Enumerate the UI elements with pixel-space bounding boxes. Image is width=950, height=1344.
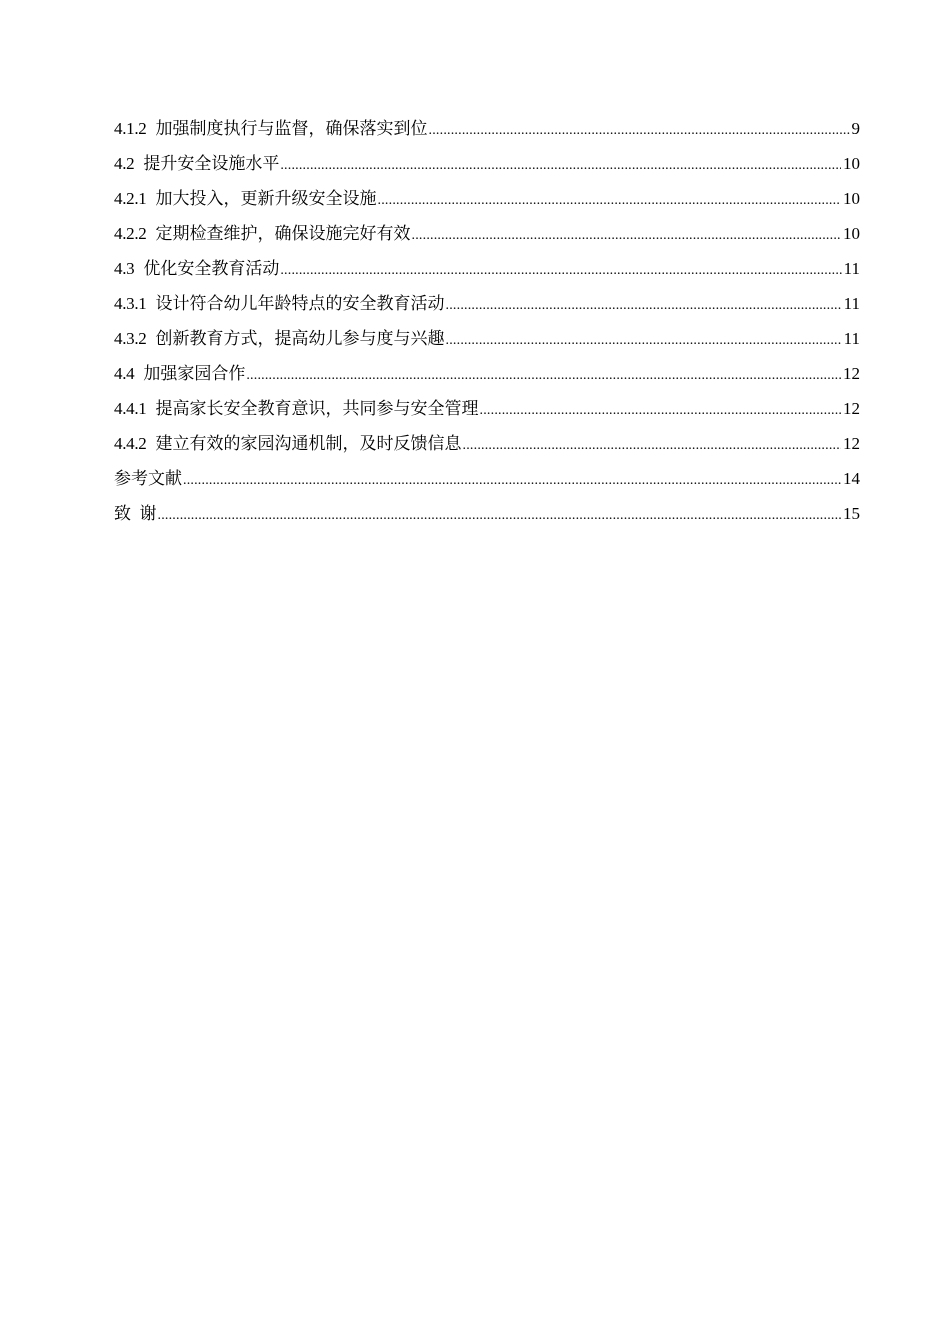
toc-entry[interactable] <box>114 431 860 466</box>
toc-entry-title: 设计符合幼儿年龄特点的安全教育活动 <box>155 294 445 313</box>
toc-entry-page: 12 <box>843 434 860 453</box>
toc-entry-title: 加大投入，更新升级安全设施 <box>155 189 377 208</box>
toc-leader-dots <box>280 151 841 179</box>
toc-leader-dots <box>463 431 841 459</box>
toc-leader-dots <box>446 326 842 354</box>
toc-entry-page: 11 <box>843 294 860 313</box>
toc-entry-page: 15 <box>843 504 860 523</box>
toc-entry-page: 11 <box>843 329 860 348</box>
toc-entry[interactable] <box>114 256 860 291</box>
toc-entry-title: 加强制度执行与监督，确保落实到位 <box>155 119 428 138</box>
toc-entry-title: 建立有效的家园沟通机制，及时反馈信息 <box>155 434 462 453</box>
toc-leader-dots <box>480 396 841 424</box>
toc-entry-number: 4.1.2 <box>114 119 147 138</box>
toc-entry-title: 提升安全设施水平 <box>143 154 280 173</box>
toc-entry-page: 11 <box>843 259 860 278</box>
toc-entry-page: 14 <box>843 469 860 488</box>
toc-entry-title: 创新教育方式，提高幼儿参与度与兴趣 <box>155 329 445 348</box>
toc-entry-number: 4.3.2 <box>114 329 147 348</box>
toc-entry-number: 4.3.1 <box>114 294 147 313</box>
toc-entry[interactable] <box>114 326 860 361</box>
toc-leader-dots <box>183 466 841 494</box>
toc-leader-dots <box>446 291 842 319</box>
toc-entry[interactable] <box>114 291 860 326</box>
toc-leader-dots <box>378 186 841 214</box>
toc-entry-number: 4.3 <box>114 259 135 278</box>
toc-leader-dots <box>412 221 841 249</box>
toc-entry-page: 9 <box>851 119 860 138</box>
toc-entry[interactable] <box>114 186 860 221</box>
toc-entry-acknowledgements[interactable] <box>114 501 860 538</box>
toc-entry[interactable] <box>114 396 860 431</box>
toc-entry-number: 4.2.1 <box>114 189 147 208</box>
toc-leader-dots <box>280 256 841 284</box>
toc-entry-page: 10 <box>843 189 860 208</box>
toc-entry-number: 4.4 <box>114 364 135 383</box>
toc-entry[interactable] <box>114 221 860 256</box>
toc-entry-page: 12 <box>843 399 860 418</box>
toc-entry-number: 4.4.2 <box>114 434 147 453</box>
toc-entry[interactable] <box>114 361 860 396</box>
toc-entry-title: 优化安全教育活动 <box>143 259 280 278</box>
toc-entry-number: 4.4.1 <box>114 399 147 418</box>
toc-entry-page: 12 <box>843 364 860 383</box>
toc-entry-number: 4.2 <box>114 154 135 173</box>
toc-entry-page: 10 <box>843 224 860 243</box>
table-of-contents <box>114 116 860 538</box>
toc-entry-number: 4.2.2 <box>114 224 147 243</box>
toc-leader-dots <box>158 501 842 529</box>
toc-entry-title: 加强家园合作 <box>143 364 246 383</box>
toc-entry-title: 参考文献 <box>114 469 182 488</box>
toc-entry[interactable] <box>114 151 860 186</box>
toc-entry-title: 定期检查维护，确保设施完好有效 <box>155 224 411 243</box>
toc-leader-dots <box>246 361 841 389</box>
toc-entry-title: 致 谢 <box>114 504 157 523</box>
toc-entry-page: 10 <box>843 154 860 173</box>
toc-leader-dots <box>429 116 850 144</box>
toc-entry-references[interactable] <box>114 466 860 501</box>
toc-entry[interactable] <box>114 116 860 151</box>
toc-entry-title: 提高家长安全教育意识，共同参与安全管理 <box>155 399 479 418</box>
